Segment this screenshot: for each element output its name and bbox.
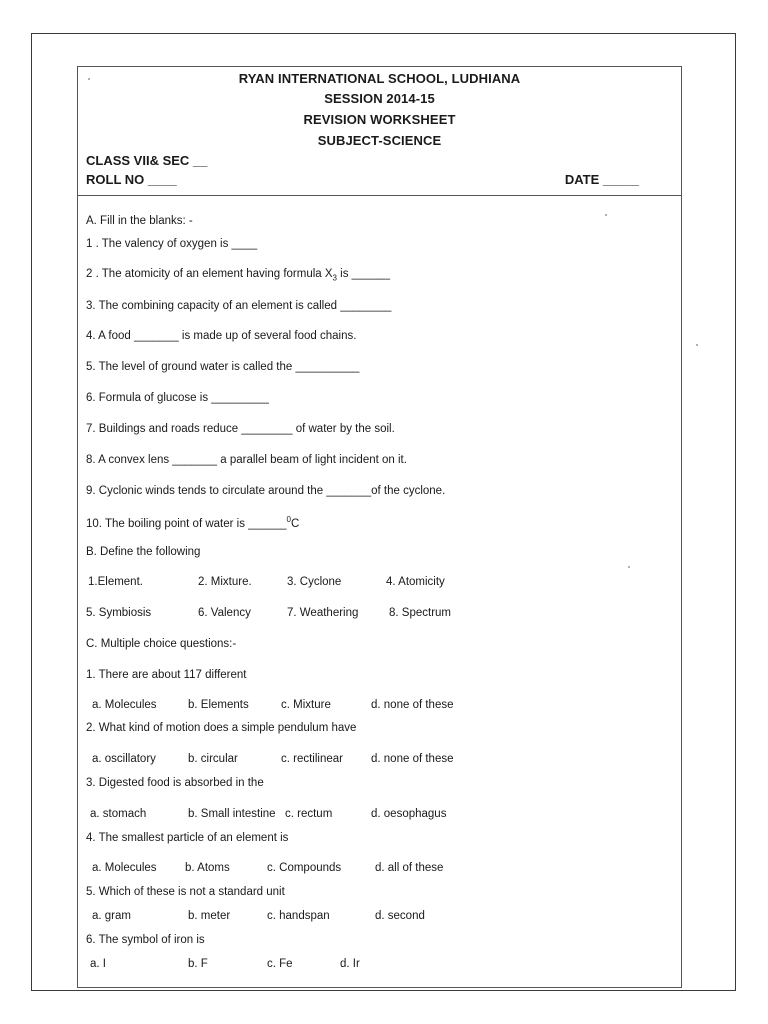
mcq-question: 5. Which of these is not a standard unit xyxy=(86,886,285,898)
mcq-option: c. handspan xyxy=(267,910,330,922)
worksheet-header xyxy=(78,67,681,196)
roll-number-field: ROLL NO ____ xyxy=(86,172,177,187)
question-a2-blank: is ______ xyxy=(336,268,391,280)
worksheet-title: REVISION WORKSHEET xyxy=(303,112,456,127)
mcq-option: a. stomach xyxy=(90,808,147,820)
question-a2-text: 2 . The atomicity of an element having formula X xyxy=(86,268,333,280)
question-a8: 8. A convex lens _______ a parallel beam of light incident on it. xyxy=(86,454,407,466)
define-term: 5. Symbiosis xyxy=(86,607,152,619)
mcq-option: a. gram xyxy=(92,910,131,922)
define-term: 4. Atomicity xyxy=(386,576,445,588)
mcq-option: b. Elements xyxy=(188,699,249,711)
mcq-option: d. Ir xyxy=(340,958,360,970)
mcq-option: d. second xyxy=(375,910,425,922)
mcq-question: 2. What kind of motion does a simple pendulum have xyxy=(86,722,357,734)
section-c-heading: C. Multiple choice questions:- xyxy=(86,638,237,650)
question-a5: 5. The level of ground water is called the __________ xyxy=(86,361,360,373)
question-a10-unit: C xyxy=(291,517,300,530)
scan-speck xyxy=(628,566,630,568)
scan-speck xyxy=(88,78,90,80)
mcq-option: a. Molecules xyxy=(92,699,157,711)
mcq-option: c. rectum xyxy=(285,808,333,820)
define-term: 7. Weathering xyxy=(287,607,359,619)
mcq-option: a. Molecules xyxy=(92,862,157,874)
mcq-option: d. none of these xyxy=(371,753,454,765)
subject-title: SUBJECT-SCIENCE xyxy=(317,133,442,148)
mcq-question: 4. The smallest particle of an element is xyxy=(86,832,289,844)
mcq-question: 6. The symbol of iron is xyxy=(86,934,205,946)
question-a1: 1 . The valency of oxygen is ____ xyxy=(86,238,258,250)
mcq-option: b. Atoms xyxy=(185,862,230,874)
session-title: SESSION 2014-15 xyxy=(324,91,435,106)
mcq-option: a. oscillatory xyxy=(92,753,156,765)
question-a2 xyxy=(86,268,390,282)
mcq-option: a. I xyxy=(90,958,106,970)
section-a-heading: A. Fill in the blanks: - xyxy=(86,215,193,227)
question-a10-text: 10. The boiling point of water is ______ xyxy=(86,517,287,530)
define-term: 8. Spectrum xyxy=(389,607,451,619)
question-a10-degree: 0 xyxy=(286,515,291,524)
mcq-option: d. all of these xyxy=(375,862,444,874)
section-b-heading: B. Define the following xyxy=(86,546,201,558)
question-a7: 7. Buildings and roads reduce ________ of water by the soil. xyxy=(86,423,395,435)
mcq-option: d. oesophagus xyxy=(371,808,447,820)
mcq-option: c. Mixture xyxy=(281,699,331,711)
question-a3: 3. The combining capacity of an element is called ________ xyxy=(86,300,392,312)
define-term: 2. Mixture. xyxy=(198,576,252,588)
question-a6: 6. Formula of glucose is _________ xyxy=(86,392,269,404)
mcq-option: b. circular xyxy=(188,753,238,765)
mcq-option: b. meter xyxy=(188,910,231,922)
mcq-option: c. rectilinear xyxy=(281,753,343,765)
class-section-field: CLASS VII& SEC __ xyxy=(86,153,208,168)
mcq-option: c. Compounds xyxy=(267,862,342,874)
mcq-option: b. Small intestine xyxy=(188,808,276,820)
mcq-question: 1. There are about 117 different xyxy=(86,669,247,681)
worksheet-page xyxy=(77,66,682,988)
mcq-option: d. none of these xyxy=(371,699,454,711)
school-name: RYAN INTERNATIONAL SCHOOL, LUDHIANA xyxy=(238,71,521,86)
scan-speck xyxy=(605,214,607,216)
mcq-option: b. F xyxy=(188,958,208,970)
question-a2-subscript: 3 xyxy=(332,273,337,283)
define-term: 3. Cyclone xyxy=(287,576,342,588)
scan-speck xyxy=(696,344,698,346)
define-term: 1.Element. xyxy=(88,576,143,588)
define-term: 6. Valency xyxy=(198,607,251,619)
question-a4: 4. A food _______ is made up of several food chains. xyxy=(86,330,357,342)
mcq-option: c. Fe xyxy=(267,958,293,970)
question-a9: 9. Cyclonic winds tends to circulate around the _______of the cyclone. xyxy=(86,485,446,497)
question-a10 xyxy=(86,515,299,530)
mcq-question: 3. Digested food is absorbed in the xyxy=(86,777,264,789)
date-field: DATE _____ xyxy=(564,172,639,187)
